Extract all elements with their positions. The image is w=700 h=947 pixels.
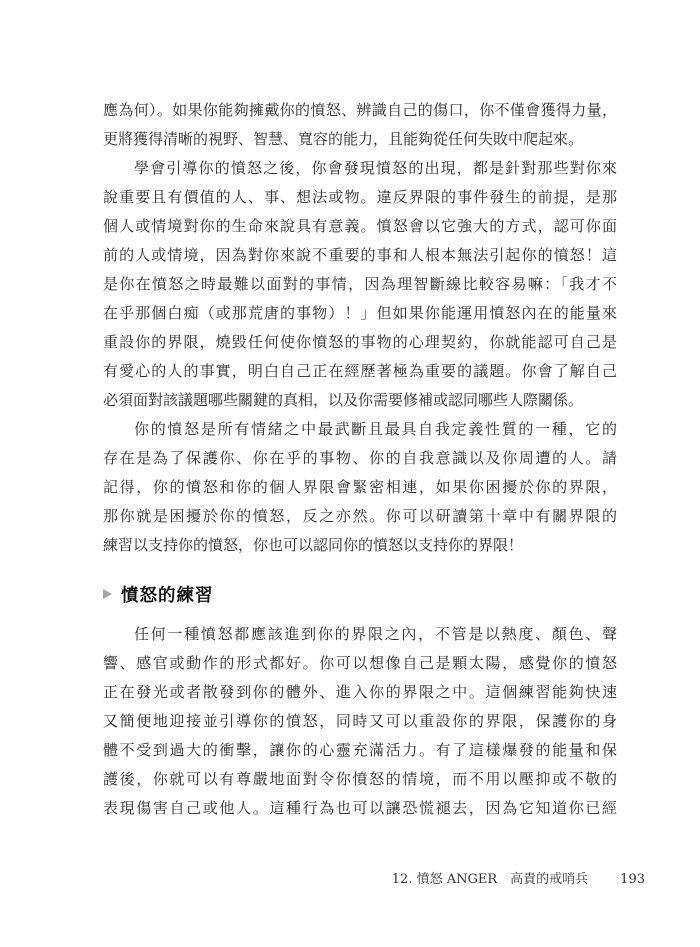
text-line: 更將獲得清晰的視野、智慧、寬容的能力，且能夠從任何失敗中爬起來。 xyxy=(103,130,584,148)
text-line: 前的人或情境，因為對你來說不重要的事和人根本無法引起你的憤怒！這 xyxy=(103,246,617,264)
footer-chapter-subtitle: 高貴的戒哨兵 xyxy=(510,872,589,887)
text-line: 必須面對該議題哪些關鍵的真相，以及你需要修補或認同哪些人際關係。 xyxy=(103,391,584,409)
text-line: 是你在憤怒之時最難以面對的事情，因為理智斷線比較容易嘛：「我才不 xyxy=(103,275,617,293)
text-line: 正在發光或者散發到你的體外、進入你的界限之中。這個練習能夠快速 xyxy=(103,683,617,701)
paragraph xyxy=(103,415,617,560)
text-line: 又簡便地迎接並引導你的憤怒，同時又可以重設你的界限，保護你的身 xyxy=(103,712,617,730)
paragraph xyxy=(103,96,617,154)
paragraph xyxy=(103,620,617,823)
text-line: 體不受到過大的衝擊，讓你的心靈充滿活力。有了這樣爆發的能量和保 xyxy=(103,741,617,759)
text-line: 護後，你就可以有尊嚴地面對令你憤怒的情境，而不用以壓抑或不敬的 xyxy=(103,770,617,788)
section-heading-label: 憤怒的練習 xyxy=(121,585,214,606)
text-line: 重設你的界限，燒毀任何使你憤怒的事物的心理契約，你就能認可自己是 xyxy=(103,333,617,351)
text-line: 在乎那個白痴（或那荒唐的事物）！」但如果你能運用憤怒內在的能量來 xyxy=(103,304,617,322)
text-line: 響、感官或動作的形式都好。你可以想像自己是顆太陽，感覺你的憤怒 xyxy=(103,654,617,672)
text-line: 有愛心的人的事實，明白自己正在經歷著極為重要的議題。你會了解自己 xyxy=(103,362,617,380)
text-line: 存在是為了保護你、你在乎的事物、你的自我意識以及你周遭的人。請 xyxy=(103,449,617,467)
text-line: 學會引導你的憤怒之後，你會發現憤怒的出現，都是針對那些對你來 xyxy=(134,159,617,177)
text-line: 那你就是困擾於你的憤怒，反之亦然。你可以研讀第十章中有關界限的 xyxy=(103,507,617,525)
text-line: 說重要且有價值的人、事、想法或物。違反界限的事件發生的前提，是那 xyxy=(103,188,617,206)
body-text-column xyxy=(103,96,617,823)
text-line: 任何一種憤怒都應該進到你的界限之內，不管是以熱度、顏色、聲 xyxy=(134,625,617,643)
text-line: 你的憤怒是所有情緒之中最武斷且最具自我定義性質的一種，它的 xyxy=(134,420,617,438)
page-footer xyxy=(392,868,645,887)
text-line: 表現傷害自己或他人。這種行為也可以讓恐慌褪去，因為它知道你已經 xyxy=(103,799,617,817)
footer-chapter-label: 12. 憤怒 ANGER xyxy=(391,872,498,887)
text-line: 記得，你的憤怒和你的個人界限會緊密相連，如果你困擾於你的界限， xyxy=(103,478,617,496)
text-line: 個人或情境對你的生命來說具有意義。憤怒會以它強大的方式，認可你面 xyxy=(103,217,617,235)
section-heading xyxy=(103,582,617,606)
text-line: 應為何）。如果你能夠擁戴你的憤怒、辨識自己的傷口，你不僅會獲得力量， xyxy=(103,101,617,119)
triangle-right-icon xyxy=(103,589,112,599)
paragraph xyxy=(103,154,617,415)
footer-page-number: 193 xyxy=(620,872,645,887)
text-line: 練習以支持你的憤怒，你也可以認同你的憤怒以支持你的界限！ xyxy=(103,536,524,554)
